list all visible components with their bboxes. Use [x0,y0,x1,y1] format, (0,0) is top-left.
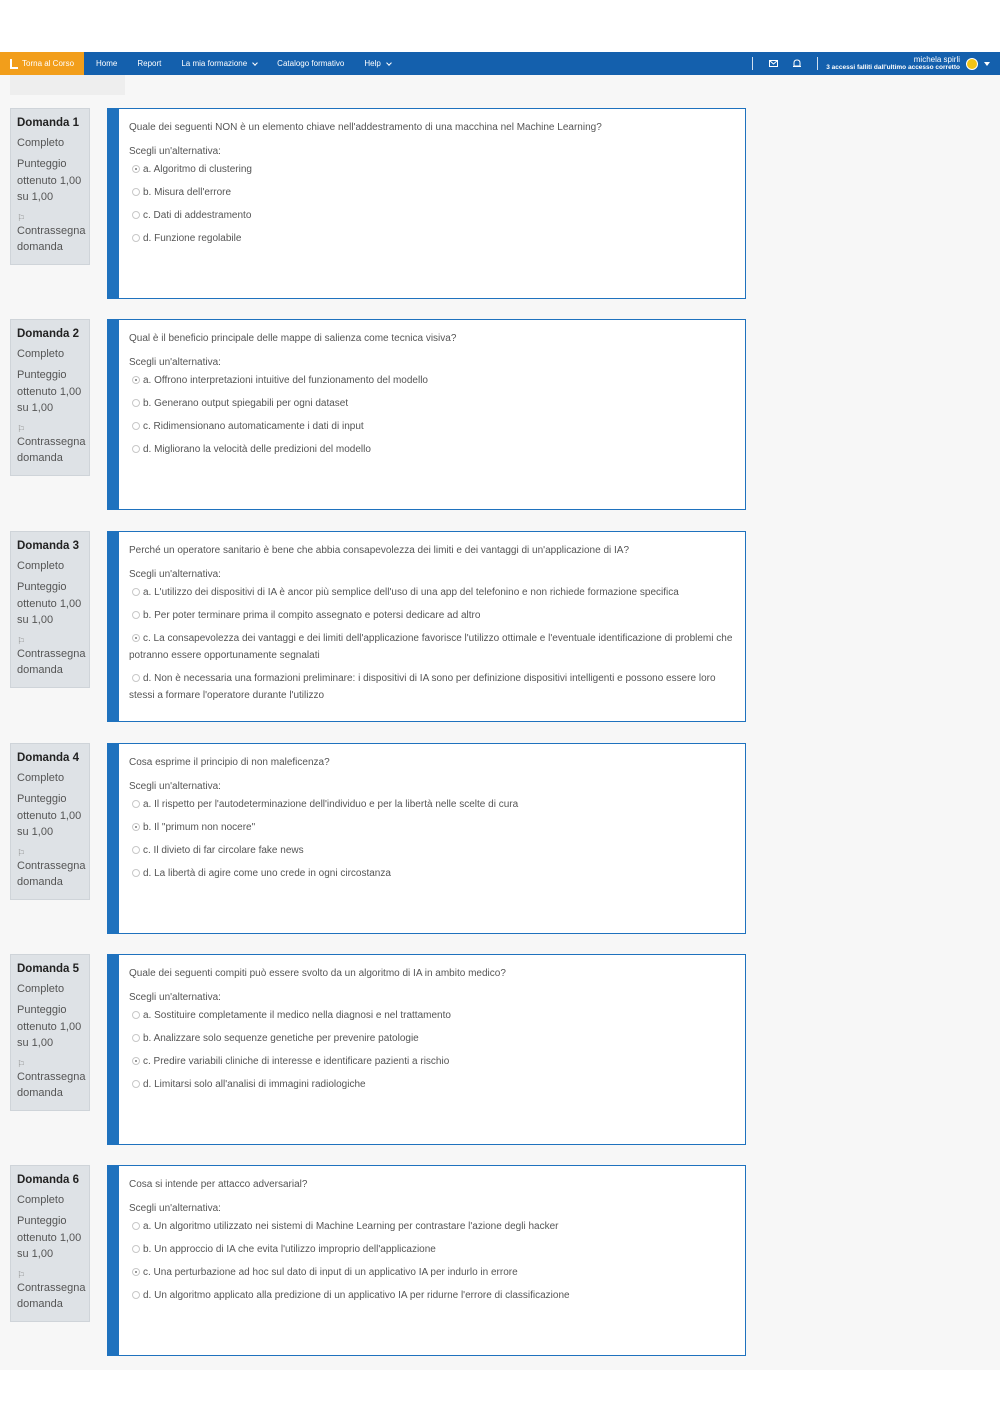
answer-prompt: Scegli un'alternativa: [129,569,221,580]
question-content [107,319,746,510]
question-state: Completo [17,771,65,784]
radio-unselected[interactable] [132,1011,140,1019]
answer-option[interactable] [129,819,735,836]
answer-label: b. Il "primum non nocere" [143,822,256,833]
flag-icon: ⚐ [17,635,26,646]
radio-selected[interactable] [132,1268,140,1276]
radio-unselected[interactable] [132,869,140,877]
radio-unselected[interactable] [132,800,140,808]
radio-selected[interactable] [132,165,140,173]
radio-unselected[interactable] [132,846,140,854]
answer-option[interactable] [129,1030,735,1047]
answer-option[interactable] [129,630,735,664]
answer-option[interactable] [129,865,735,882]
radio-unselected[interactable] [132,588,140,596]
chevron-down-icon[interactable] [984,62,990,66]
chevron-down-icon [386,60,392,66]
answer-label: c. Ridimensionano automaticamente i dati di input [143,421,364,432]
answer-option[interactable] [129,441,735,458]
question-info [10,954,90,1111]
answer-prompt: Scegli un'alternativa: [129,357,221,368]
question-state: Completo [17,559,65,572]
answer-label: c. Dati di addestramento [143,210,252,221]
question-text: Cosa esprime il principio di non maleficenza? [129,757,330,768]
radio-unselected[interactable] [132,1034,140,1042]
question-state: Completo [17,982,65,995]
answer-option[interactable] [129,372,735,389]
answer-label: a. Sostituire completamente il medico nella diagnosi e nel trattamento [143,1010,451,1021]
answer-option[interactable] [129,230,735,247]
question-content [107,743,746,934]
answer-label: a. L'utilizzo dei dispositivi di IA è ancor più semplice dell'uso di una app del telefonino e non richiede formazione specifica [143,587,679,598]
nav-home-label: Home [96,59,118,68]
radio-unselected[interactable] [132,422,140,430]
flag-question-link[interactable] [17,1058,86,1102]
flag-icon: ⚐ [17,847,26,858]
radio-selected[interactable] [132,1057,140,1065]
radio-unselected[interactable] [132,188,140,196]
question-text: Quale dei seguenti NON è un elemento chiave nell'addestramento di una macchina nel Machine Learning? [129,122,602,133]
nav-catalog[interactable] [277,59,344,68]
flag-question-label: Contrassegna domanda [17,859,86,888]
question-grade: Punteggio ottenuto 1,00 su 1,00 [17,793,82,838]
answer-option[interactable] [129,1218,735,1235]
question-state: Completo [17,136,65,149]
question-number: Domanda 6 [17,1174,79,1186]
radio-unselected[interactable] [132,611,140,619]
user-menu[interactable] [826,56,960,72]
answer-label: d. Non è necessaria una formazioni preliminare: i dispositivi di IA sono per definizione dispositivi intelligenti e possono essere loro stessi a formare l'operatore durante l'utilizzo [129,673,716,701]
answer-label: b. Misura dell'errore [143,187,232,198]
question-text: Cosa si intende per attacco adversarial? [129,1179,308,1190]
question-info [10,319,90,476]
answer-label: a. Un algoritmo utilizzato nei sistemi di Machine Learning per contrastare l'azione degli hacker [143,1221,559,1232]
question-content [107,1165,746,1356]
bell-icon[interactable] [792,59,802,69]
question-grade: Punteggio ottenuto 1,00 su 1,00 [17,581,82,626]
flag-question-label: Contrassegna domanda [17,647,86,676]
radio-unselected[interactable] [132,399,140,407]
flag-question-label: Contrassegna domanda [17,1281,86,1310]
secondary-bar [10,75,125,95]
question-grade: Punteggio ottenuto 1,00 su 1,00 [17,158,82,203]
radio-unselected[interactable] [132,1222,140,1230]
answer-option[interactable] [129,584,735,601]
answer-prompt: Scegli un'alternativa: [129,1203,221,1214]
flag-question-link[interactable] [17,1269,86,1313]
flag-icon: ⚐ [17,423,26,434]
answer-label: a. Il rispetto per l'autodeterminazione dell'individuo e per la libertà nelle scelte di cura [143,799,519,810]
answer-label: c. Predire variabili cliniche di interesse e identificare pazienti a rischio [143,1056,450,1067]
question-info [10,743,90,900]
radio-unselected[interactable] [132,1291,140,1299]
divider [752,57,753,70]
question-info [10,531,90,688]
flag-question-link[interactable] [17,212,86,256]
question-content [107,954,746,1145]
answer-prompt: Scegli un'alternativa: [129,146,221,157]
answer-option[interactable] [129,184,735,201]
answer-option[interactable] [129,395,735,412]
answer-option[interactable] [129,796,735,813]
question-number: Domanda 5 [17,963,79,975]
answer-label: c. Una perturbazione ad hoc sul dato di input di un applicativo IA per indurlo in errore [143,1267,518,1278]
avatar[interactable] [966,58,978,70]
login-warning: 3 accessi falliti dall'ultimo accesso corretto [826,63,960,71]
flag-icon: ⚐ [17,1269,26,1280]
answer-label: c. La consapevolezza dei vantaggi e dei limiti dell'applicazione favorisce l'utilizzo ottimale e l'eventuale identificazione di problemi che potranno essere opportunamente segnalati [129,633,733,661]
answer-option[interactable] [129,842,735,859]
chevron-down-icon [252,60,258,66]
radio-unselected[interactable] [132,674,140,682]
nav-help-menu[interactable] [364,59,390,68]
nav-report-label: Report [137,59,162,68]
messages-icon[interactable] [768,59,778,69]
answer-prompt: Scegli un'alternativa: [129,781,221,792]
answer-option[interactable] [129,1264,735,1281]
question-content [107,531,746,722]
radio-unselected[interactable] [132,234,140,242]
answer-label: d. Migliorano la velocità delle predizioni del modello [143,444,371,455]
answer-label: d. Limitarsi solo all'analisi di immagini radiologiche [143,1079,366,1090]
answer-option[interactable] [129,418,735,435]
answer-option[interactable] [129,1076,735,1093]
question-number: Domanda 3 [17,540,79,552]
nav-training-menu[interactable] [181,59,257,68]
question-content [107,108,746,299]
question-grade: Punteggio ottenuto 1,00 su 1,00 [17,1004,82,1049]
radio-selected[interactable] [132,634,140,642]
answer-label: b. Per poter terminare prima il compito assegnato e potersi dedicare ad altro [143,610,481,621]
question-number: Domanda 1 [17,117,79,129]
question-info [10,1165,90,1322]
answer-label: b. Un approccio di IA che evita l'utilizzo improprio dell'applicazione [143,1244,436,1255]
radio-selected[interactable] [132,376,140,384]
question-number: Domanda 2 [17,328,79,340]
flag-icon: ⚐ [17,212,26,223]
answer-option[interactable] [129,670,735,704]
answer-option[interactable] [129,1007,735,1024]
nav-training-label: La mia formazione [181,59,248,68]
flag-question-label: Contrassegna domanda [17,435,86,464]
radio-unselected[interactable] [132,211,140,219]
nav-help-label: Help [364,59,381,68]
answer-option[interactable] [129,1287,735,1304]
nav-report[interactable] [137,59,161,68]
answer-prompt: Scegli un'alternativa: [129,992,221,1003]
answer-label: d. La libertà di agire come uno crede in ogni circostanza [143,868,391,879]
question-grade: Punteggio ottenuto 1,00 su 1,00 [17,1215,82,1260]
flag-question-label: Contrassegna domanda [17,224,86,253]
radio-unselected[interactable] [132,1245,140,1253]
answer-label: b. Generano output spiegabili per ogni dataset [143,398,349,409]
nav-catalog-label: Catalogo formativo [277,59,345,68]
top-navbar [0,52,1000,75]
answer-option[interactable] [129,161,735,178]
radio-unselected[interactable] [132,1080,140,1088]
flag-question-label: Contrassegna domanda [17,1070,86,1099]
answer-option[interactable] [129,1241,735,1258]
question-state: Completo [17,1193,65,1206]
course-icon [10,59,18,69]
question-grade: Punteggio ottenuto 1,00 su 1,00 [17,369,82,414]
answer-option[interactable] [129,1053,735,1070]
back-to-course-link[interactable] [0,52,84,75]
answer-label: d. Funzione regolabile [143,233,242,244]
flag-question-link[interactable] [17,847,86,891]
flag-question-link[interactable] [17,635,86,679]
answer-option[interactable] [129,207,735,224]
flag-question-link[interactable] [17,423,86,467]
question-text: Qual è il beneficio principale delle mappe di salienza come tecnica visiva? [129,333,457,344]
answer-label: d. Un algoritmo applicato alla predizione di un applicativo IA per ridurne l'errore di classificazione [143,1290,570,1301]
question-text: Perché un operatore sanitario è bene che abbia consapevolezza dei limiti e dei vantaggi di un'applicazione di IA? [129,545,630,556]
question-text: Quale dei seguenti compiti può essere svolto da un algoritmo di IA in ambito medico? [129,968,506,979]
answer-label: b. Analizzare solo sequenze genetiche per prevenire patologie [143,1033,419,1044]
flag-icon: ⚐ [17,1058,26,1069]
question-number: Domanda 4 [17,752,79,764]
answer-label: a. Algoritmo di clustering [143,164,252,175]
user-name: michela spirli [913,54,960,64]
brand-label: Torna al Corso [22,59,75,68]
radio-unselected[interactable] [132,445,140,453]
answer-label: c. Il divieto di far circolare fake news [143,845,304,856]
question-state: Completo [17,347,65,360]
answer-option[interactable] [129,607,735,624]
answer-label: a. Offrono interpretazioni intuitive del funzionamento del modello [143,375,428,386]
nav-home[interactable] [96,59,117,68]
navbar-right [744,52,1000,75]
divider [817,57,818,70]
radio-selected[interactable] [132,823,140,831]
question-info [10,108,90,265]
